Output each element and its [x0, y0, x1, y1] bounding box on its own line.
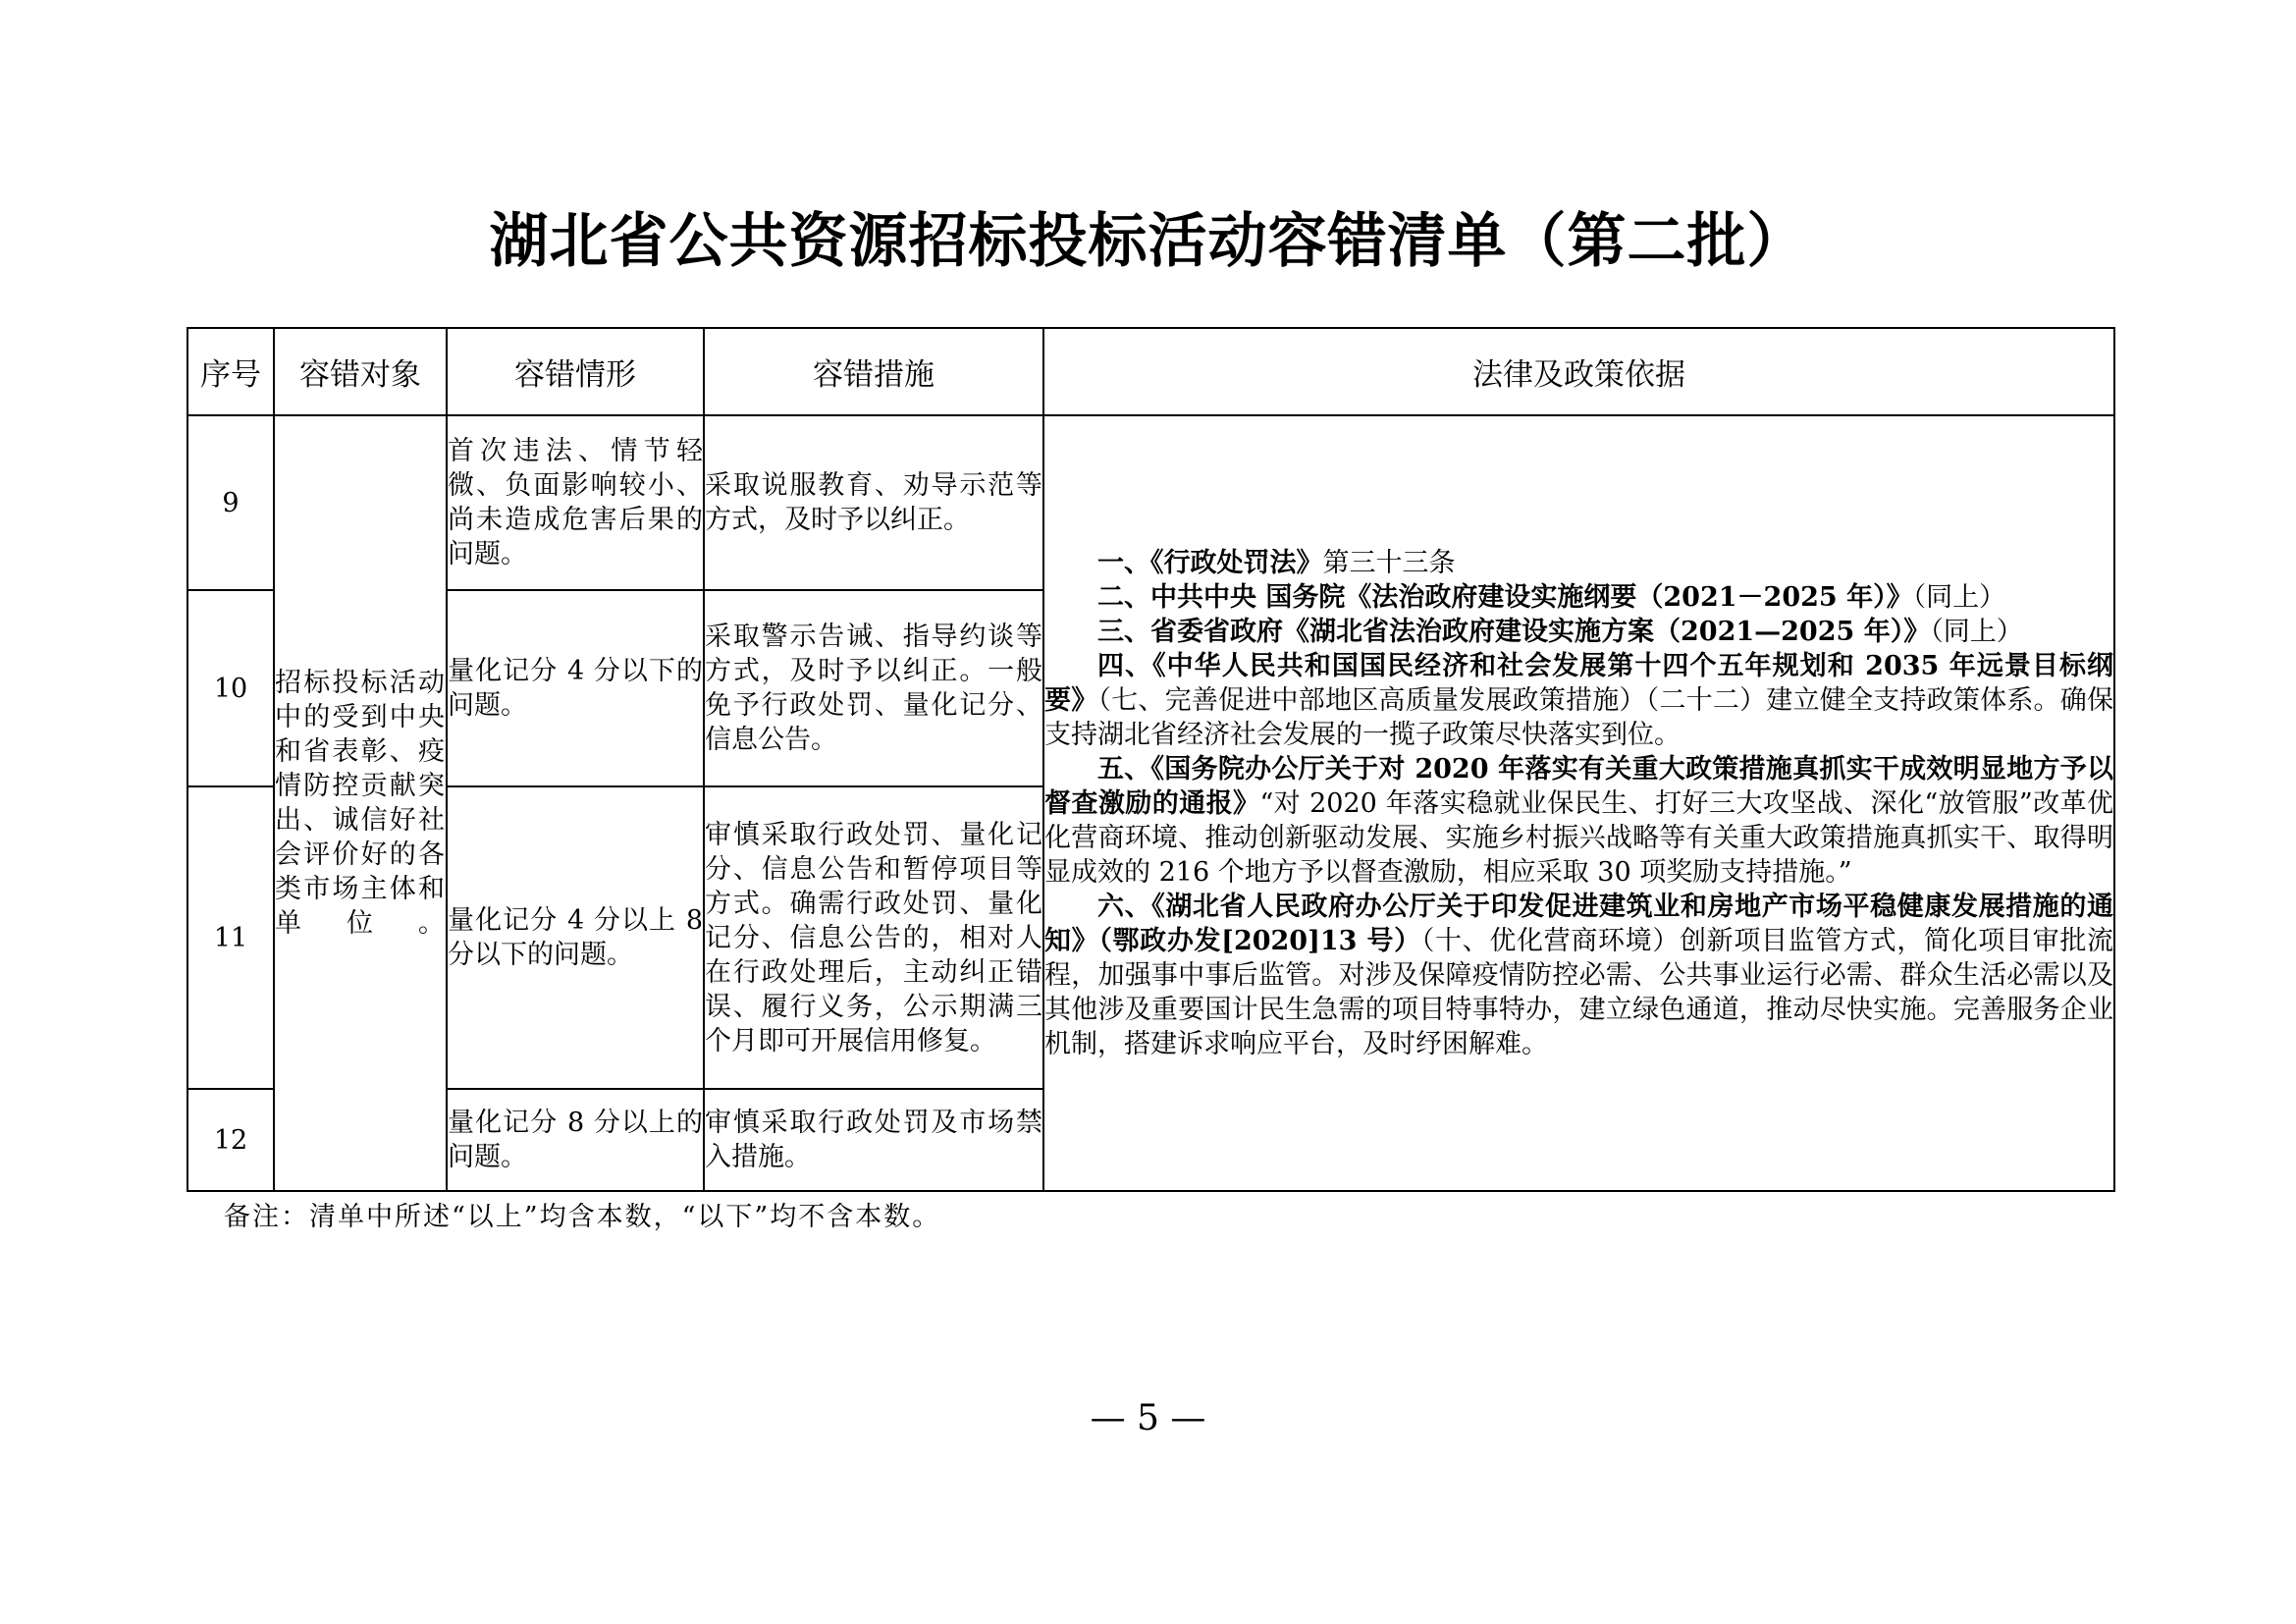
tolerance-list-table: [187, 327, 2115, 1192]
basis-item-text: “对 2020 年落实稳就业保民生、打好三大攻坚战、深化“放管服”改革优化营商环境、推动创新驱动发展、实施乡村振兴战略等有关重大政策措施真抓实干、取得明显成效的 216 个地方予以督查激励，相应采取 30 项奖励支持措施。”: [1044, 787, 2114, 888]
basis-item-text: （十、优化营商环境）创新项目监管方式，简化项目审批流程，加强事中事后监管。对涉及保障疫情防控必需、公共事业运行必需、群众生活必需以及其他涉及重要国计民生急需的项目特事特办，建立绿色通道，推动尽快实施。完善服务企业机制，搭建诉求响应平台，及时纾困解难。: [1044, 925, 2114, 1059]
basis-item: [1044, 580, 2113, 615]
basis-item-text: （同上）: [1930, 616, 2023, 647]
header-basis: 法律及政策依据: [1043, 328, 2114, 415]
basis-item: [1044, 890, 2113, 1061]
basis-item-title: 六、《湖北省人民政府办公厅关于印发促进建筑业和房地产市场平稳健康发展措施的通知》（鄂政办发[2020]13 号）: [1044, 891, 2113, 956]
row-number: 11: [187, 786, 274, 1089]
basis-item: [1044, 649, 2113, 752]
table-footnote: 备注：清单中所述“以上”均含本数，“以下”均不含本数。: [224, 1202, 941, 1232]
table-header-row: [187, 328, 2114, 415]
tolerance-situation: 量化记分 8 分以上的问题。: [447, 1089, 704, 1191]
tolerance-measure: 采取警示告诫、指导约谈等方式，及时予以纠正。一般免予行政处罚、量化记分、信息公告。: [704, 590, 1043, 786]
row-number: 9: [187, 415, 274, 590]
tolerance-measure: 审慎采取行政处罚及市场禁入措施。: [704, 1089, 1043, 1191]
tolerance-measure: 采取说服教育、劝导示范等方式，及时予以纠正。: [704, 415, 1043, 590]
row-number: 12: [187, 1089, 274, 1191]
tolerance-target: 招标投标活动中的受到中央和省表彰、疫情防控贡献突出、诚信好社会评价好的各类市场主体和单位。: [274, 415, 447, 1191]
tolerance-situation: 首次违法、情节轻微、负面影响较小、尚未造成危害后果的问题。: [447, 415, 704, 590]
basis-item-title: 四、《中华人民共和国国民经济和社会发展第十四个五年规划和 2035 年远景目标纲要》: [1044, 650, 2113, 716]
table-row: [187, 415, 2114, 590]
page-title: 湖北省公共资源招标投标活动容错清单（第二批）: [489, 207, 1807, 276]
basis-item: [1044, 546, 2113, 580]
basis-item: [1044, 615, 2113, 649]
basis-item-title: 二、中共中央 国务院《法治政府建设实施纲要（2021－2025 年）》: [1097, 581, 1913, 613]
header-target: 容错对象: [274, 328, 447, 415]
basis-item: [1044, 752, 2113, 890]
basis-item-text: （同上）: [1912, 581, 2006, 613]
page-number: — 5 —: [1090, 1398, 1206, 1438]
header-measure: 容错措施: [704, 328, 1043, 415]
tolerance-situation: 量化记分 4 分以下的问题。: [447, 590, 704, 786]
basis-item-text: 第三十三条: [1322, 547, 1456, 578]
header-situation: 容错情形: [447, 328, 704, 415]
basis-item-text: （七、完善促进中部地区高质量发展政策措施）（二十二）建立健全支持政策体系。确保支持湖北省经济社会发展的一揽子政策尽快落实到位。: [1044, 684, 2114, 750]
tolerance-situation: 量化记分 4 分以上 8 分以下的问题。: [447, 786, 704, 1089]
legal-basis: [1043, 415, 2114, 1191]
basis-item-title: 三、省委省政府《湖北省法治政府建设实施方案（2021—2025 年）》: [1097, 616, 1931, 647]
header-seq: 序号: [187, 328, 274, 415]
basis-item-title: 五、《国务院办公厅关于对 2020 年落实有关重大政策措施真抓实干成效明显地方予以督查激励的通报》: [1044, 753, 2113, 819]
tolerance-measure: 审慎采取行政处罚、量化记分、信息公告和暂停项目等方式。确需行政处罚、量化记分、信息公告的，相对人在行政处理后，主动纠正错误、履行义务，公示期满三个月即可开展信用修复。: [704, 786, 1043, 1089]
basis-item-title: 一、《行政处罚法》: [1097, 547, 1323, 578]
row-number: 10: [187, 590, 274, 786]
